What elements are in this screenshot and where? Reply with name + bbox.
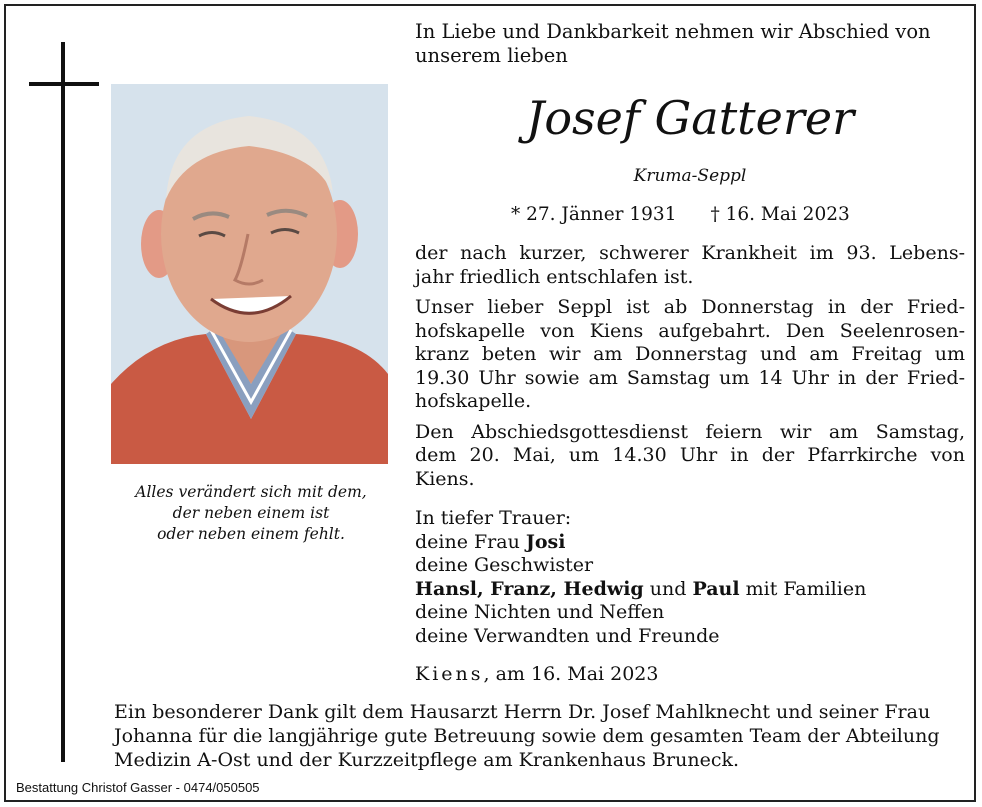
nickname: Kruma-Seppl [633,166,747,186]
cross-horizontal [29,82,99,86]
intro-text [415,20,965,68]
quote-line: oder neben einem fehlt. [157,525,345,543]
mourner-nieces: deine Nichten und Neffen [415,601,665,623]
intro-line: unserem lieben [415,44,568,67]
mourner-wife-name: Josi [525,530,566,553]
intro-line: In Liebe und Dankbarkeit nehmen wir Abschied von [415,20,931,43]
sibling-names: Hansl, Franz, Hedwig [415,577,644,600]
text-line: hofskapelle. [415,390,532,412]
death-date: † 16. Mai 2023 [710,204,850,225]
last-sibling-name: Paul [692,577,740,600]
text-line: jahr friedlich entschlafen ist. [415,265,694,288]
with-families: mit Familien [739,577,867,600]
place-date [415,663,659,685]
mourners-heading: In tiefer Trauer: [415,507,572,529]
quote-line: der neben einem ist [172,504,330,522]
text-line: Den Abschiedsgottesdienst feiern wir am Samstag, [415,420,965,443]
paragraph-viewing [415,296,965,414]
birth-date: * 27. Jänner 1931 [511,204,677,225]
deceased-name: Josef Gatterer [525,91,855,145]
acknowledgement: Ein besonderer Dank gilt dem Hausarzt Herrn Dr. Josef Mahlknecht und seiner Frau Johanna für die langjährige gute Betreuung sowie dem gesamten Team der Abteilung Medizin A-Ost und der Kurzzeitpflege am Krankenhaus Bruneck. [114,701,940,771]
mourner-siblings [415,578,965,602]
portrait-illustration [111,84,388,464]
text-line: Kiens. [415,467,475,490]
text-line: kranz beten wir am Donnerstag und am Freitag um [415,343,965,365]
and-word: und [643,577,693,600]
place-date-text: , am 16. Mai 2023 [483,663,659,685]
mourner-siblings-label: deine Geschwister [415,554,594,576]
funeral-home-footer: Bestattung Christof Gasser - 0474/050505 [16,780,260,795]
obituary-body [415,242,965,498]
text-line: 19.30 Uhr sowie am Samstag um 14 Uhr in der Fried- [415,366,965,389]
text-line: hofskapelle von Kiens aufgebahrt. Den Seelenrosen- [415,319,965,342]
life-dates [511,204,850,225]
text-line: Unser lieber Seppl ist ab Donnerstag in der Fried- [415,296,965,318]
mourner-wife-prefix: deine Frau [415,530,526,553]
text-line: dem 20. Mai, um 14.30 Uhr in der Pfarrkirche von [415,444,965,466]
mourners-list [415,507,965,648]
quote [106,482,396,545]
mourner-wife [415,531,965,555]
mourner-relatives: deine Verwandten und Freunde [415,624,720,647]
obituary-card [4,4,976,802]
paragraph-service [415,421,965,492]
quote-line: Alles verändert sich mit dem, [135,483,367,501]
portrait-photo [111,84,388,464]
cross-vertical [61,42,65,762]
paragraph-passing [415,242,965,289]
text-line: der nach kurzer, schwerer Krankheit im 93. Lebens- [415,242,965,264]
place-town: Kiens [415,663,484,685]
